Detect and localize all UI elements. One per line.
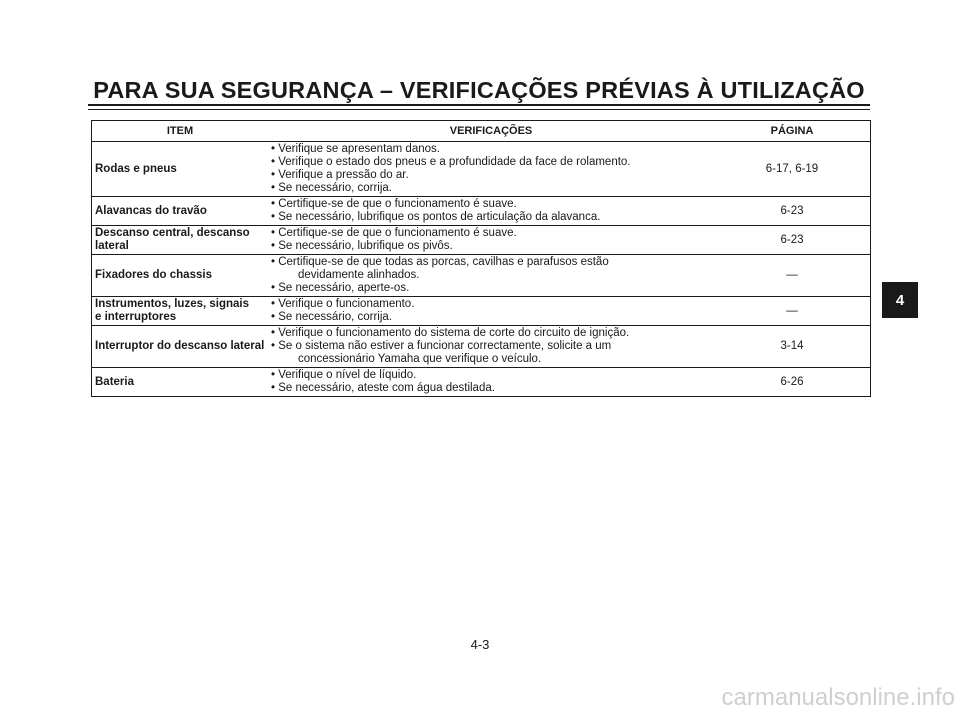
item-cell [92,255,269,297]
item-label: Alavancas do travão [95,204,207,217]
table-row [92,297,871,326]
page-reference: 6-26 [714,368,871,397]
checks-cell [268,226,714,255]
item-label: lateral [95,240,129,252]
column-header-page: PÁGINA [714,121,871,142]
check-line: • Se necessário, aperte-os. [271,282,410,294]
check-line: • Verifique a pressão do ar. [271,169,409,181]
checks-cell [268,297,714,326]
item-cell [92,326,269,368]
item-cell [92,197,269,226]
page-reference: 6-23 [714,197,871,226]
item-label: Bateria [95,375,134,388]
check-line: • Certifique-se de que todas as porcas, cavilhas e parafusos estão [271,256,609,268]
item-cell [92,297,269,326]
watermark: carmanualsonline.info [721,684,955,711]
column-header-item: ITEM [92,121,269,142]
page-title: PARA SUA SEGURANÇA – VERIFICAÇÕES PRÉVIAS À UTILIZAÇÃO [93,77,865,103]
page-reference: 6-17, 6-19 [714,142,871,197]
checks-table [91,120,871,397]
page-number: 4-3 [470,637,490,652]
item-cell [92,142,269,197]
check-line: • Verifique o funcionamento. [271,298,415,310]
check-line: • Verifique o nível de líquido. [271,369,417,381]
page-reference: 6-23 [714,226,871,255]
item-cell [92,368,269,397]
item-label: e interruptores [95,311,177,323]
table-row [92,326,871,368]
check-line: • Certifique-se de que o funcionamento é suave. [271,227,517,239]
checks-cell [268,142,714,197]
table-header-row [92,121,871,142]
check-line: • Se o sistema não estiver a funcionar correctamente, solicite a um [271,340,612,352]
page-reference: 3-14 [714,326,871,368]
check-line: • Verifique se apresentam danos. [271,143,440,155]
chapter-tab: 4 [882,282,918,318]
item-label: Fixadores do chassis [95,269,212,281]
checks-cell [268,255,714,297]
column-header-checks: VERIFICAÇÕES [268,121,714,142]
item-cell [92,226,269,255]
check-line: • Se necessário, ateste com água destilada. [271,382,495,394]
check-line: concessionário Yamaha que verifique o veículo. [298,353,542,365]
check-line: • Verifique o estado dos pneus e a profundidade da face de rolamento. [271,156,631,168]
check-line: devidamente alinhados. [298,269,420,281]
item-label: Descanso central, descanso [95,227,250,239]
table-row [92,368,871,397]
check-line: • Se necessário, lubrifique os pivôs. [271,240,453,252]
item-label: Rodas e pneus [95,162,177,175]
table-row [92,142,871,197]
table-row [92,255,871,297]
item-label: Interruptor do descanso lateral [95,340,265,352]
check-line: • Se necessário, lubrifique os pontos de articulação da alavanca. [271,211,601,223]
check-line: • Verifique o funcionamento do sistema de corte do circuito de ignição. [271,327,630,339]
page-reference: — [714,255,871,297]
title-rule [88,104,870,110]
check-line: • Certifique-se de que o funcionamento é suave. [271,198,517,210]
page-reference: — [714,297,871,326]
table-row [92,226,871,255]
checks-cell [268,326,714,368]
table-row [92,197,871,226]
checks-cell [268,368,714,397]
item-label: Instrumentos, luzes, signais [95,298,250,310]
check-line: • Se necessário, corrija. [271,182,392,194]
check-line: • Se necessário, corrija. [271,311,392,323]
checks-cell [268,197,714,226]
